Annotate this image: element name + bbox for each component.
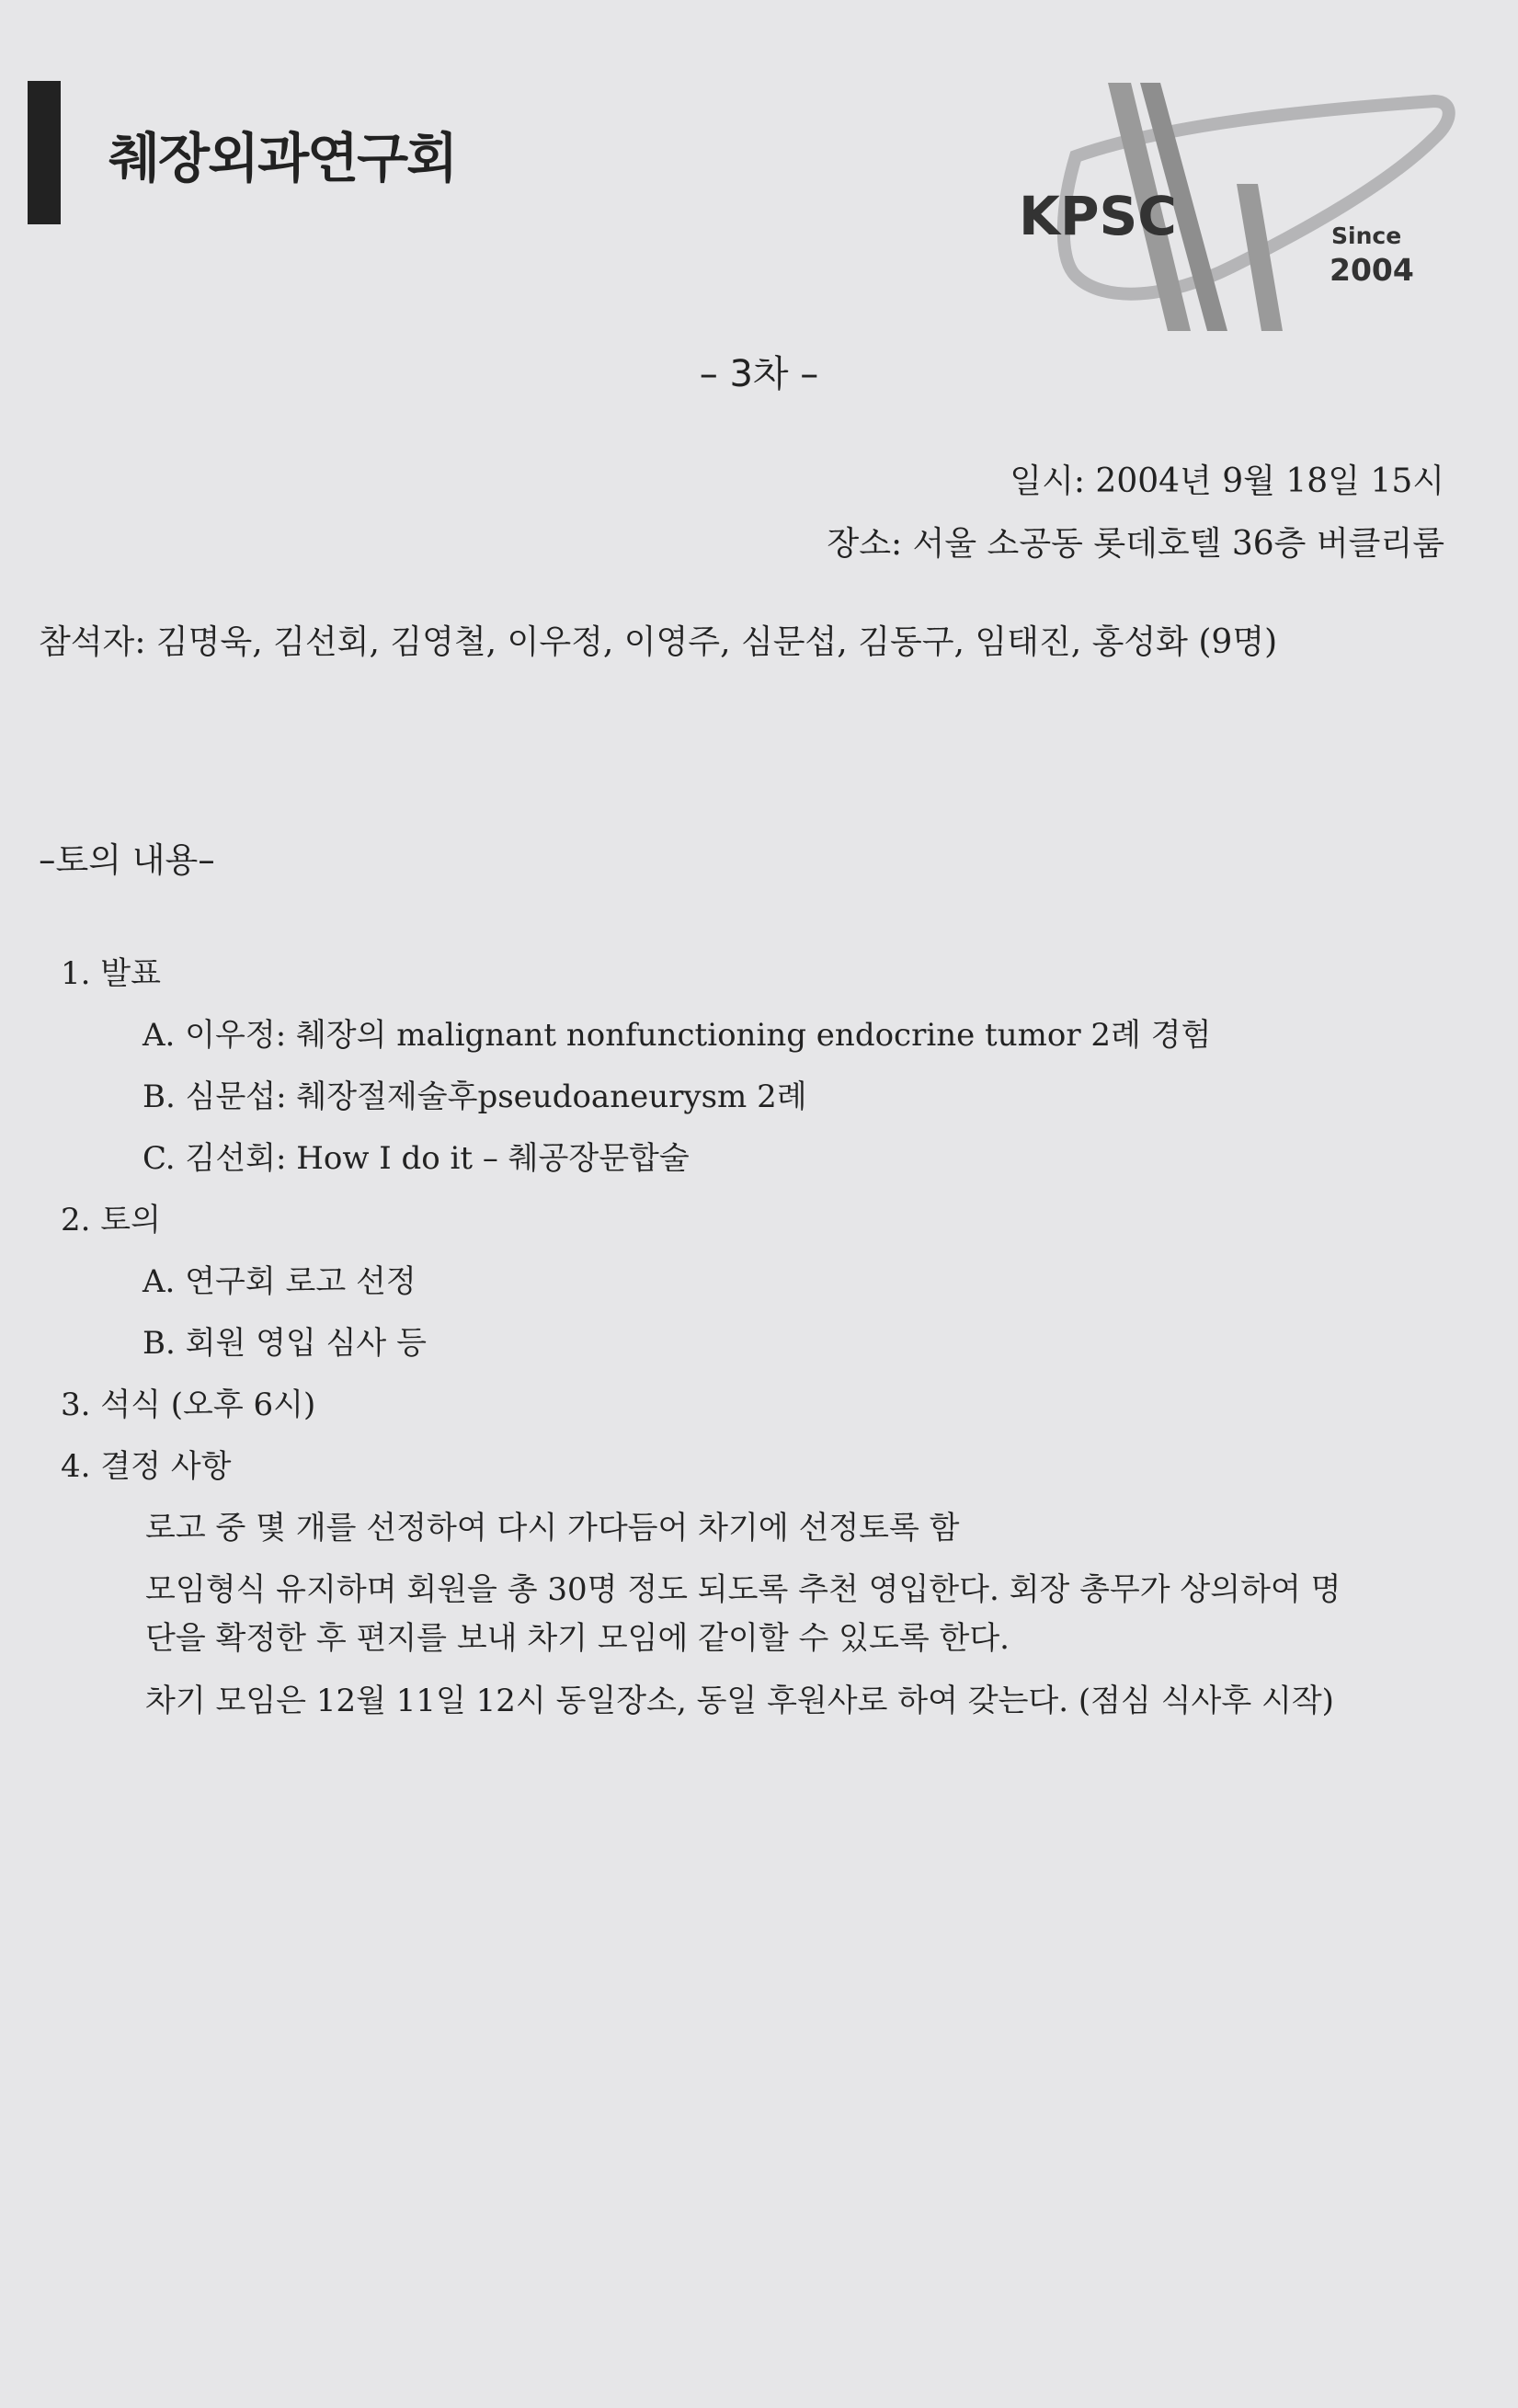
decision-note-2-line-2: 단을 확정한 후 편지를 보내 차기 모임에 같이할 수 있도록 한다.: [145, 1620, 1010, 1657]
presentation-c: C. 김선회: How I do it – 췌공장문합술: [143, 1140, 690, 1177]
presentation-a: A. 이우정: 췌장의 malignant nonfunctioning endocrine tumor 2례 경험: [143, 1017, 1212, 1054]
discussion-heading: –토의 내용–: [39, 840, 215, 880]
decision-note-1: 로고 중 몇 개를 선정하여 다시 가다듬어 차기에 선정토록 함: [145, 1510, 960, 1546]
agenda-item-discussion: 2. 토의: [61, 1202, 161, 1238]
agenda-item-dinner: 3. 석식 (오후 6시): [61, 1387, 316, 1423]
header-accent-bar: [28, 81, 61, 224]
decision-note-3: 차기 모임은 12월 11일 12시 동일장소, 동일 후원사로 하여 갖는다. (점심 식사후 시작): [145, 1683, 1334, 1719]
kpsc-logo: [1002, 74, 1462, 331]
decision-note-2-line-1: 모임형식 유지하며 회원을 총 30명 정도 되도록 추천 영입한다. 회장 총무가 상의하여 명: [145, 1571, 1341, 1608]
meeting-datetime: 일시: 2004년 9월 18일 15시: [1010, 462, 1444, 500]
presentation-b: B. 심문섭: 췌장절제술후pseudoaneurysm 2례: [143, 1078, 807, 1115]
attendee-list: 참석자: 김명욱, 김선회, 김영철, 이우정, 이영주, 심문섭, 김동구, 임태진, 홍성화 (9명): [39, 623, 1278, 661]
logo-since-label: Since: [1331, 223, 1402, 249]
logo-text: KPSC: [1019, 185, 1177, 247]
session-title: – 3차 –: [699, 353, 819, 395]
logo-since-year: 2004: [1330, 252, 1414, 288]
page-title: 췌장외과연구회: [108, 127, 457, 189]
discussion-a: A. 연구회 로고 선정: [143, 1263, 417, 1300]
agenda-item-decisions: 4. 결정 사항: [61, 1448, 232, 1485]
agenda-item-presentation: 1. 발표: [61, 955, 161, 992]
meeting-location: 장소: 서울 소공동 롯데호텔 36층 버클리룸: [827, 525, 1444, 563]
discussion-b: B. 회원 영입 심사 등: [143, 1325, 427, 1362]
